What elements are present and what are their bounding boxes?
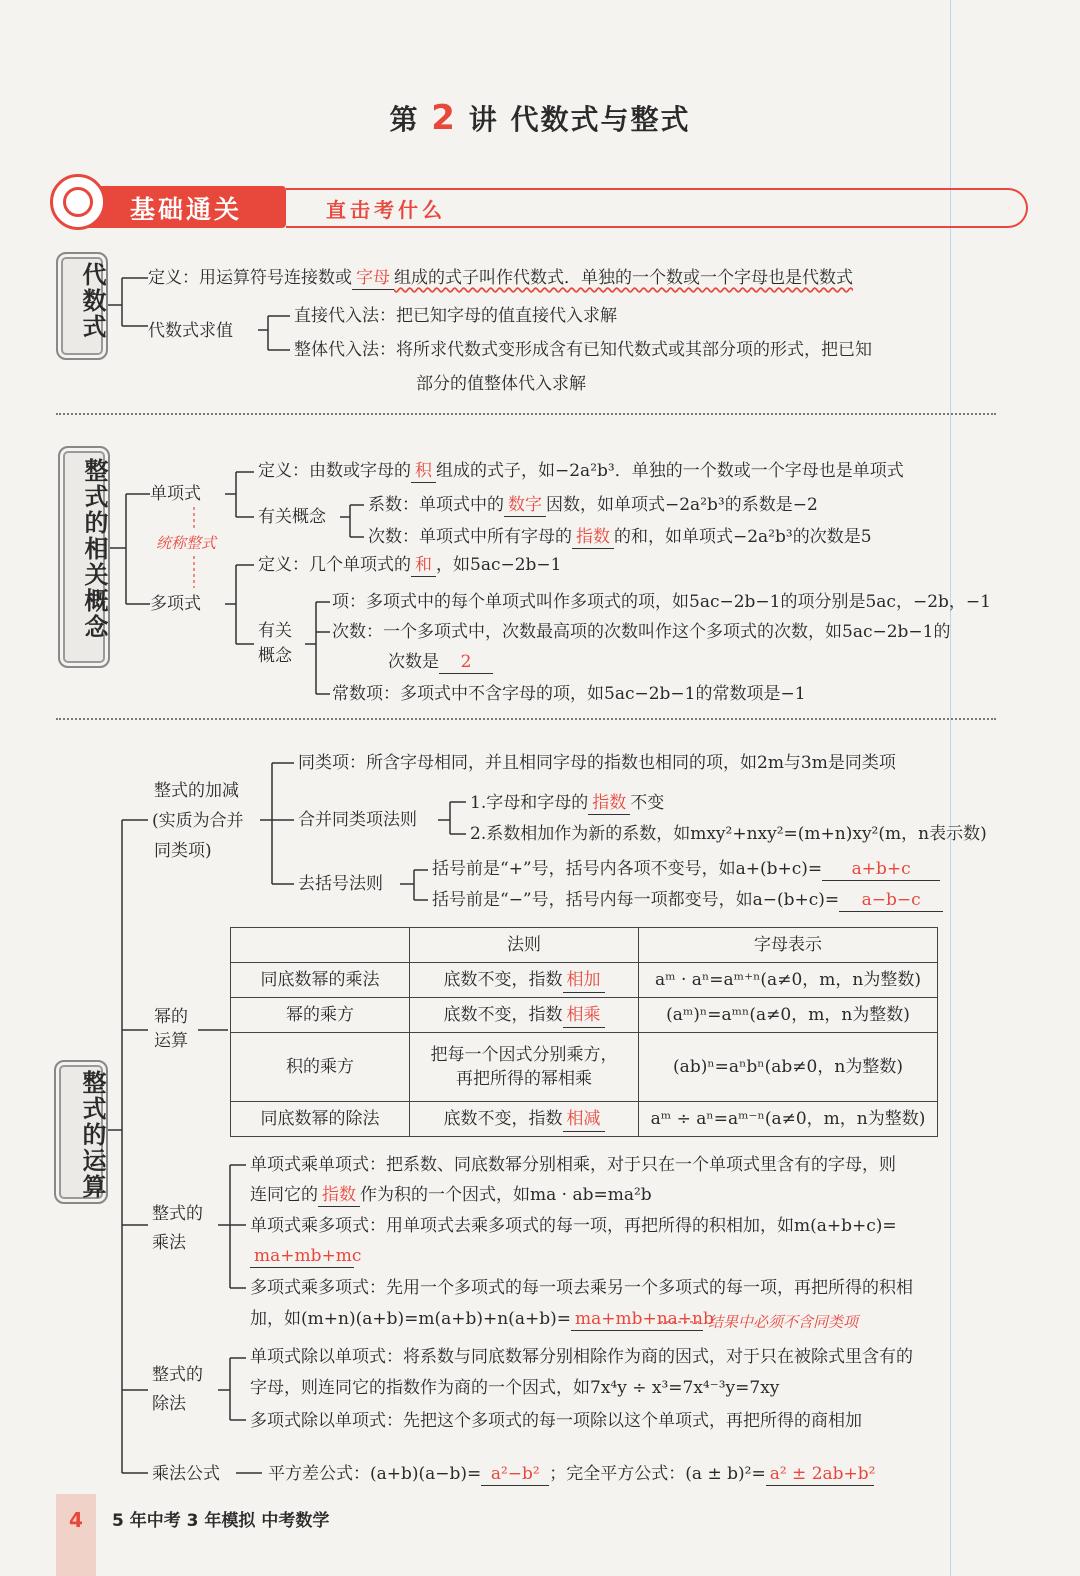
mono-div-mono-line2: 字母，则连同它的指数作为商的一个因式，如7x⁴y ÷ x³=7x⁴⁻³y=7xy bbox=[250, 1378, 780, 1398]
polynomial-label: 多项式 bbox=[150, 594, 201, 614]
table-cell: 同底数幂的乘法 bbox=[231, 963, 410, 998]
poly-times-poly-line1: 多项式乘多项式：先用一个多项式的每一项去乘另一个多项式的每一项，再把所得的积相 bbox=[250, 1278, 913, 1298]
mono-times-mono-line2: 连同它的 指数 作为积的一个因式，如ma · ab=ma²b bbox=[250, 1185, 652, 1205]
division-label-2: 除法 bbox=[152, 1394, 186, 1414]
mono-times-poly-line1: 单项式乘多项式：用单项式去乘多项式的每一项，再把所得的积相加，如m(a+b+c)= bbox=[250, 1216, 897, 1236]
page-number: 4 bbox=[69, 1508, 83, 1532]
power-label-2: 运算 bbox=[154, 1031, 188, 1051]
table-row bbox=[231, 963, 938, 998]
book-title: 5 年中考 3 年模拟 中考数学 bbox=[112, 1511, 330, 1531]
algebraic-evaluation-label: 代数式求值 bbox=[148, 321, 233, 341]
polynomial-related-a: 有关 bbox=[258, 621, 292, 641]
page-title: 第 2 讲 代数式与整式 bbox=[389, 98, 691, 138]
divider bbox=[56, 413, 996, 415]
division-label-1: 整式的 bbox=[152, 1365, 203, 1385]
monomial-label: 单项式 bbox=[150, 484, 201, 504]
table-row bbox=[231, 998, 938, 1033]
table-header-cell: 字母表示 bbox=[639, 928, 938, 963]
polynomial-constant: 常数项：多项式中不含字母的项，如5ac−2b−1的常数项是−1 bbox=[332, 684, 806, 704]
table-cell: 同底数幂的除法 bbox=[231, 1102, 410, 1137]
bracket-rule-minus: 括号前是“−”号，括号内每一项都变号，如a−(b+c)= a−b−c bbox=[432, 889, 943, 912]
combine-rule-2: 2.系数相加作为新的系数，如mxy²+nxy²=(m+n)xy²(m，n表示数) bbox=[470, 824, 987, 844]
polynomial-related-b: 概念 bbox=[258, 646, 292, 666]
monomial-definition: 定义：由数或字母的 积 组成的式子，如−2a²b³．单独的一个数或一个字母也是单项式 bbox=[258, 461, 904, 481]
handwritten-note-like-terms: 结果中必须不含同类项 bbox=[708, 1313, 859, 1331]
algebraic-definition: 定义：用运算符号连接数或 字母 组成的式子叫作代数式．单独的一个数或一个字母也是代数式 bbox=[148, 268, 853, 288]
mono-times-mono-line1: 单项式乘单项式：把系数、同底数幂分别相乘，对于只在一个单项式里含有的字母，则 bbox=[250, 1155, 896, 1175]
polynomial-degree-line2: 次数是 2 bbox=[388, 651, 493, 674]
combine-rule-1: 1.字母和字母的 指数 不变 bbox=[470, 793, 665, 813]
table-cell: (aᵐ)ⁿ=aᵐⁿ(a≠0，m，n为整数) bbox=[639, 998, 938, 1033]
table-cell: 幂的乘方 bbox=[231, 998, 410, 1033]
label-integral-concepts: 整式的相关概念 bbox=[58, 446, 110, 668]
table-cell: aᵐ ÷ aⁿ=aᵐ⁻ⁿ(a≠0，m，n为整数) bbox=[639, 1102, 938, 1137]
label-integral-operations: 整式的运算 bbox=[54, 1060, 108, 1204]
table-header-cell: 法则 bbox=[410, 928, 639, 963]
table-cell: 底数不变，指数 相乘 bbox=[410, 998, 639, 1033]
power-rules-table bbox=[230, 927, 938, 1137]
banner-subtitle: 直击考什么 bbox=[326, 198, 446, 222]
addsub-label-1: 整式的加减 bbox=[154, 781, 239, 801]
formula-label: 乘法公式 bbox=[152, 1464, 220, 1484]
mono-times-poly-line2: ma+mb+mc bbox=[250, 1245, 354, 1268]
table-cell: 积的乘方 bbox=[231, 1033, 410, 1102]
monomial-degree: 次数：单项式中所有字母的 指数 的和，如单项式−2a²b³的次数是5 bbox=[368, 527, 872, 547]
table-header-row bbox=[231, 928, 938, 963]
divider bbox=[56, 718, 996, 720]
whole-substitution-line2: 部分的值整体代入求解 bbox=[416, 374, 586, 394]
monomial-related-label: 有关概念 bbox=[258, 507, 326, 527]
multiplication-label-1: 整式的 bbox=[152, 1204, 203, 1224]
table-cell: 把每一个因式分别乘方， 再把所得的幂相乘 bbox=[410, 1033, 639, 1102]
multiplication-label-2: 乘法 bbox=[152, 1233, 186, 1253]
table-cell: (ab)ⁿ=aⁿbⁿ(ab≠0，n为整数) bbox=[639, 1033, 938, 1102]
monomial-coefficient: 系数：单项式中的 数字 因数，如单项式−2a²b³的系数是−2 bbox=[368, 495, 818, 515]
combine-rule-label: 合并同类项法则 bbox=[298, 810, 417, 830]
product-formulas: 平方差公式：(a+b)(a−b)= a²−b² ；完全平方公式：(a ± b)²= a² ± 2ab+b² bbox=[268, 1464, 876, 1484]
power-label-1: 幂的 bbox=[154, 1007, 188, 1027]
mono-div-mono-line1: 单项式除以单项式：将系数与同底数幂分别相除作为商的因式，对于只在被除式里含有的 bbox=[250, 1347, 913, 1367]
table-cell: 底数不变，指数 相减 bbox=[410, 1102, 639, 1137]
table-header-cell bbox=[231, 928, 410, 963]
table-row bbox=[231, 1102, 938, 1137]
bracket-rule-label: 去括号法则 bbox=[298, 874, 383, 894]
polynomial-definition: 定义：几个单项式的 和 ，如5ac−2b−1 bbox=[258, 555, 562, 575]
table-row bbox=[231, 1033, 938, 1102]
table-cell: aᵐ · aⁿ=aᵐ⁺ⁿ(a≠0，m，n为整数) bbox=[639, 963, 938, 998]
table-cell: 底数不变，指数 相加 bbox=[410, 963, 639, 998]
polynomial-degree-line1: 次数：一个多项式中，次数最高项的次数叫作这个多项式的次数，如5ac−2b−1的 bbox=[332, 622, 951, 642]
polynomial-term: 项：多项式中的每个单项式叫作多项式的项，如5ac−2b−1的项分别是5ac，−2b，−1 bbox=[332, 592, 991, 612]
page-number-tab bbox=[56, 1494, 96, 1576]
addsub-label-3: 同类项) bbox=[154, 841, 212, 861]
handwritten-note-integral: 统称整式 bbox=[156, 534, 217, 552]
bracket-rule-plus: 括号前是“+”号，括号内各项不变号，如a+(b+c)= a+b+c bbox=[432, 858, 940, 881]
direct-substitution: 直接代入法：把已知字母的值直接代入求解 bbox=[294, 306, 617, 326]
banner-title: 基础通关 bbox=[130, 195, 243, 224]
poly-div-mono: 多项式除以单项式：先把这个多项式的每一项除以这个单项式，再把所得的商相加 bbox=[250, 1411, 862, 1431]
like-terms: 同类项：所含字母相同，并且相同字母的指数也相同的项，如2m与3m是同类项 bbox=[298, 753, 896, 773]
label-algebraic-expression: 代数式 bbox=[56, 252, 108, 360]
poly-times-poly-line2: 加，如(m+n)(a+b)=m(a+b)+n(a+b)= ma+mb+na+nb bbox=[250, 1309, 714, 1329]
addsub-label-2: (实质为合并 bbox=[152, 811, 244, 831]
whole-substitution-line1: 整体代入法：将所求代数式变形成含有已知代数式或其部分项的形式，把已知 bbox=[294, 340, 872, 360]
